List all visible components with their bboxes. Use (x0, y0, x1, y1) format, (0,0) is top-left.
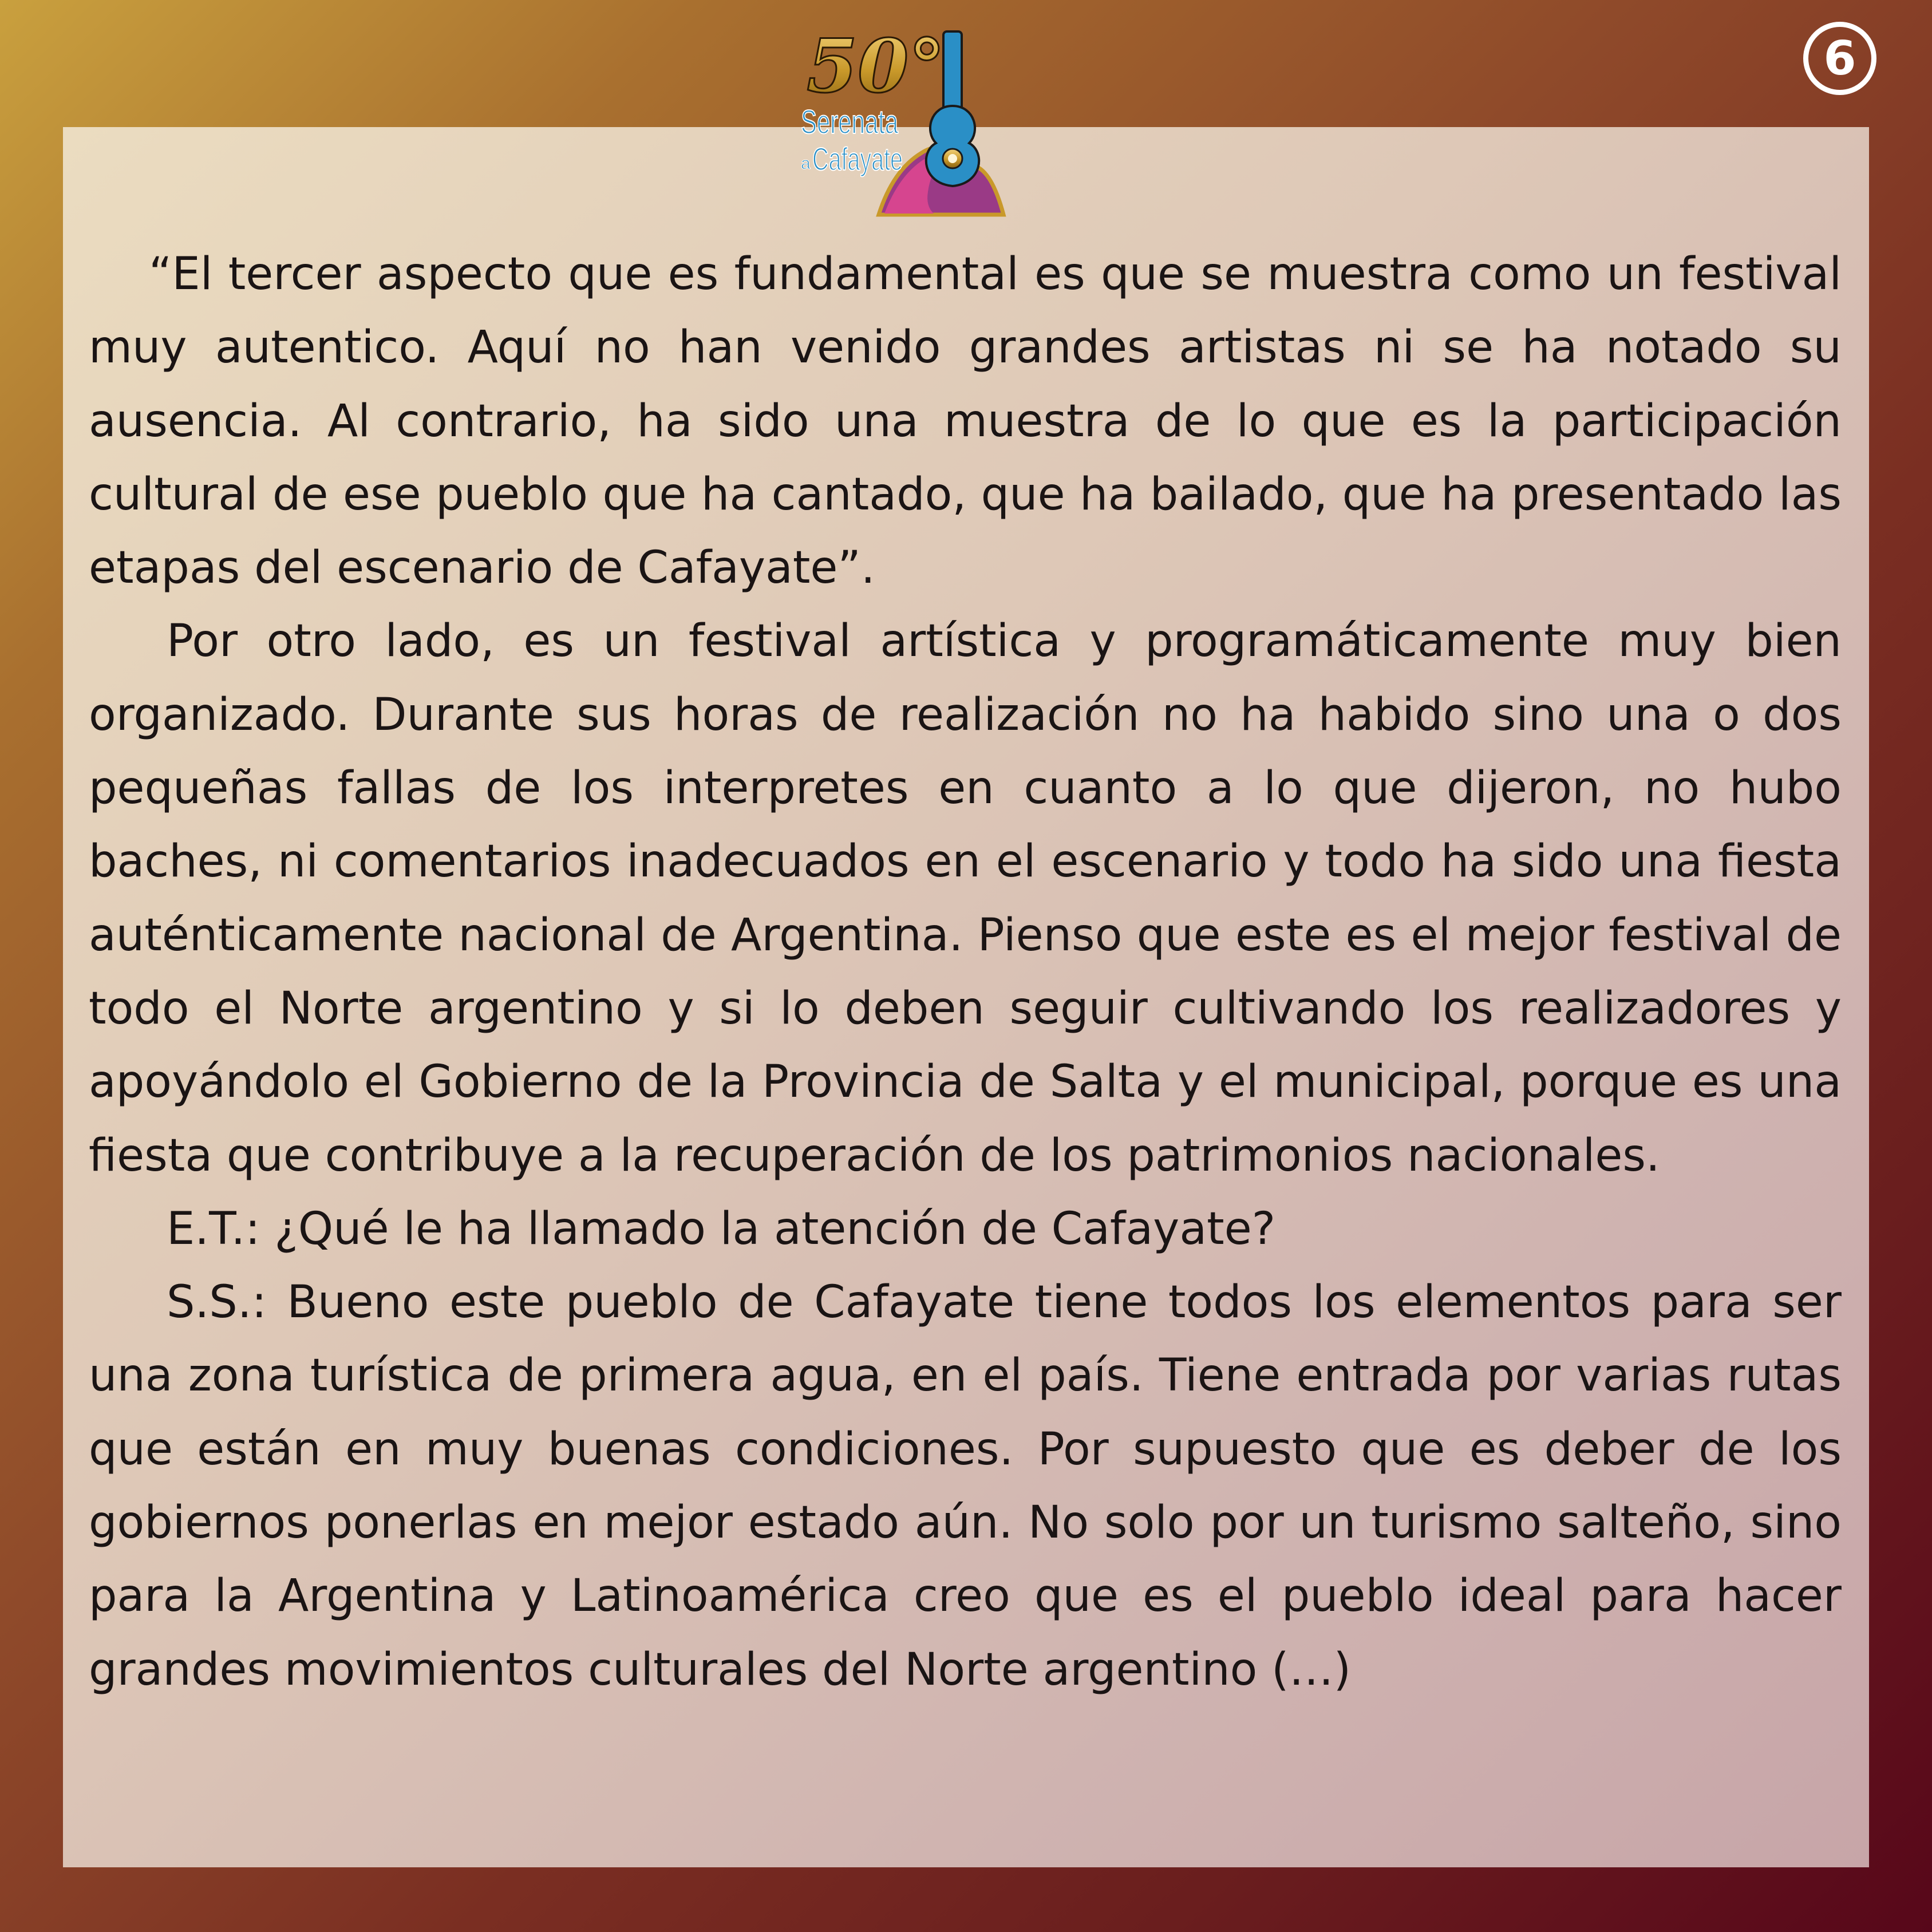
paragraph-quote: “El tercer aspecto que es fundamental es que se muestra como un festival muy autentico. Aquí no han venido grandes artistas ni se ha notado su ausencia. Al contrario, ha sido una muestra de lo que es la participación cultural de ese pueblo que ha cantado, que ha bailado, que ha presentado las etapas del escenario de Cafayate”. (89, 248, 1842, 594)
page-number: 6 (1823, 31, 1856, 86)
logo-a-text: a (801, 154, 811, 173)
logo-cafayate-text: Cafayate (812, 141, 903, 177)
article-body (89, 238, 1842, 1706)
paragraph-question: E.T.: ¿Qué le ha llamado la atención de Cafayate? (167, 1203, 1276, 1255)
paragraph-organization: Por otro lado, es un festival artística y programáticamente muy bien organizado. Durante sus horas de realización no ha habido sino una o dos pequeñas fallas de los interpretes en cuanto a lo que dijeron, no hubo baches, ni comentarios inadecuados en el escenario y todo ha sido una fiesta auténticamente nacional de Argentina. Pienso que este es el mejor festival de todo el Norte argentino y si lo deben seguir cultivando los realizadores y apoyándolo el Gobierno de la Provincia de Salta y el municipal, porque es una fiesta que contribuye a la recuperación de los patrimonios nacionales. (89, 615, 1842, 1182)
logo-serenata-text: Serenata (801, 104, 899, 141)
paragraph-answer: S.S.: Bueno este pueblo de Cafayate tiene todos los elementos para ser una zona turística de primera agua, en el país. Tiene entrada por varias rutas que están en muy buenas condiciones. Por supuesto que es deber de los gobiernos ponerlas en mejor estado aún. No solo por un turismo salteño, sino para la Argentina y Latinoamérica creo que es el pueblo ideal para hacer grandes movimientos culturales del Norte argentino (…) (89, 1277, 1842, 1696)
page-number-badge (1803, 22, 1876, 95)
serenata-cafayate-50-logo (793, 20, 1033, 226)
logo-anniversary-text: 50° (807, 23, 946, 109)
